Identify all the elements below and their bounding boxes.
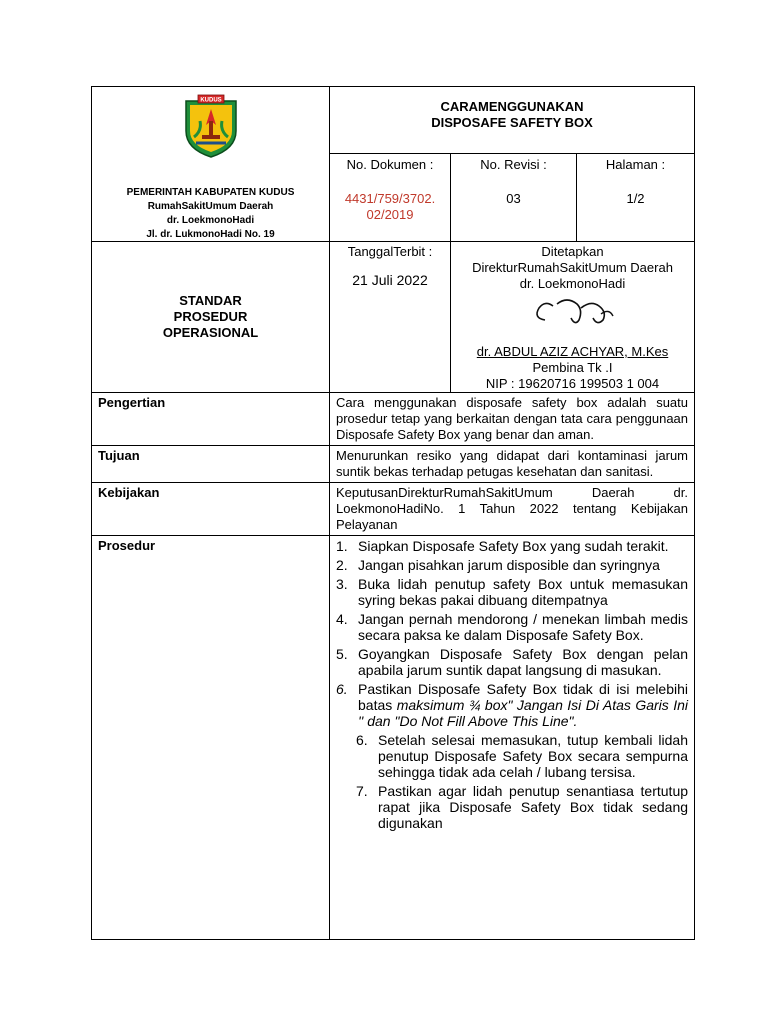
sop-type-line-3: OPERASIONAL	[162, 325, 259, 340]
list-item	[336, 646, 688, 678]
step-number: 4.	[336, 611, 348, 627]
sop-type-line-1: STANDAR	[179, 293, 242, 308]
hospital-address: Jl. dr. LukmonoHadi No. 19	[146, 229, 275, 240]
approval-line-2: DirekturRumahSakitUmum Daerah	[472, 260, 673, 275]
page-value: 1/2	[626, 191, 645, 207]
pengertian-label: Pengertian	[92, 393, 330, 446]
title-line-1: CARAMENGGUNAKAN	[440, 99, 584, 114]
step-text: Jangan pisahkan jarum disposible dan syringnya	[358, 557, 660, 573]
doc-number-value-2: 02/2019	[366, 207, 414, 223]
list-item	[336, 783, 688, 831]
revision-label: No. Revisi :	[480, 157, 547, 173]
title-line-2: DISPOSAFE SAFETY BOX	[431, 115, 593, 130]
step-number: 6.	[356, 732, 368, 748]
step-number: 5.	[336, 646, 348, 662]
list-item	[336, 681, 688, 729]
step-text	[358, 681, 688, 729]
list-item	[336, 557, 688, 573]
step-text: Goyangkan Disposafe Safety Box dengan pelan apabila jarum suntik dapat langsung di masukan.	[358, 646, 689, 678]
kudus-logo	[180, 91, 242, 159]
approval-cell	[451, 242, 695, 393]
revision-cell	[451, 154, 577, 242]
revision-value: 03	[506, 191, 521, 207]
step-text: Siapkan Disposafe Safety Box yang sudah terakit.	[358, 538, 669, 554]
signer-rank: Pembina Tk .I	[532, 360, 613, 375]
doc-number-value: 4431/759/3702.	[344, 191, 436, 207]
doc-number-label: No. Dokumen :	[346, 157, 434, 173]
signature-area	[451, 292, 694, 334]
page-label: Halaman :	[605, 157, 666, 173]
approval-line-1: Ditetapkan	[541, 244, 604, 259]
sop-type-cell	[92, 242, 330, 393]
step-text: Setelah selesai memasukan, tutup kembali lidah penutup Disposafe Safety Box secara sempurna sehingga tidak ada celah / lubang tersisa.	[378, 732, 689, 780]
pengertian-text: Cara menggunakan disposafe safety box adalah suatu prosedur tetap yang berkaitan dengan tata cara penggunaan Disposafe Safety Box yang benar dan aman.	[330, 393, 695, 446]
header-institution-cell	[92, 87, 330, 242]
signature-image	[523, 292, 623, 334]
sop-table	[91, 86, 695, 940]
signer-name: dr. ABDUL AZIZ ACHYAR, M.Kes	[476, 344, 669, 359]
kebijakan-label: Kebijakan	[92, 483, 330, 536]
step-text: Jangan pernah mendorong / menekan limbah medis secara paksa ke dalam Disposafe Safety Box.	[358, 611, 689, 643]
institution-name: PEMERINTAH KABUPATEN KUDUS	[126, 187, 295, 198]
hospital-name-2: dr. LoekmonoHadi	[166, 215, 255, 226]
signer-nip: NIP : 19620716 199503 1 004	[485, 376, 660, 391]
step-number: 2.	[336, 557, 348, 573]
issue-date-value: 21 Juli 2022	[352, 272, 428, 288]
hospital-name: RumahSakitUmum Daerah	[147, 201, 274, 212]
sop-document	[91, 86, 694, 941]
step-text: Buka lidah penutup safety Box untuk memasukan syring bekas pakai dibuang ditempatnya	[358, 576, 689, 608]
step-text: Pastikan agar lidah penutup senantiasa tertutup rapat jika Disposafe Safety Box tidak sedang digunakan	[378, 783, 689, 831]
list-item	[336, 611, 688, 643]
step-number: 7.	[356, 783, 368, 799]
kebijakan-text: KeputusanDirekturRumahSakitUmum Daerah dr. LoekmonoHadiNo. 1 Tahun 2022 tentang Kebijakan Pelayanan	[330, 483, 695, 536]
step-number: 6.	[336, 681, 348, 697]
list-item	[336, 732, 688, 780]
doc-number-cell	[330, 154, 451, 242]
issue-date-label: TanggalTerbit :	[347, 244, 433, 259]
issue-date-cell	[330, 242, 451, 393]
step-number: 1.	[336, 538, 348, 554]
step-number: 3.	[336, 576, 348, 592]
approval-line-3: dr. LoekmonoHadi	[519, 276, 626, 291]
list-item	[336, 538, 688, 554]
sop-type-line-2: PROSEDUR	[173, 309, 248, 324]
tujuan-label: Tujuan	[92, 446, 330, 483]
tujuan-text: Menurunkan resiko yang didapat dari kontaminasi jarum suntik bekas terhadap petugas kesehatan dan sanitasi.	[330, 446, 695, 483]
prosedur-label: Prosedur	[92, 536, 330, 940]
step-text-italic: maksimum ¾ box" Jangan Isi Di Atas Garis Ini '' dan "Do Not Fill Above This Line".	[358, 697, 689, 729]
prosedur-steps-list	[336, 538, 688, 831]
step-text-part: Pastikan Disposafe Safety Box tidak di isi melebihi batas	[358, 681, 689, 713]
prosedur-steps-cell	[330, 536, 695, 940]
logo-text: KUDUS	[199, 97, 222, 104]
document-title	[330, 87, 695, 154]
page-cell	[577, 154, 695, 242]
list-item	[336, 576, 688, 608]
